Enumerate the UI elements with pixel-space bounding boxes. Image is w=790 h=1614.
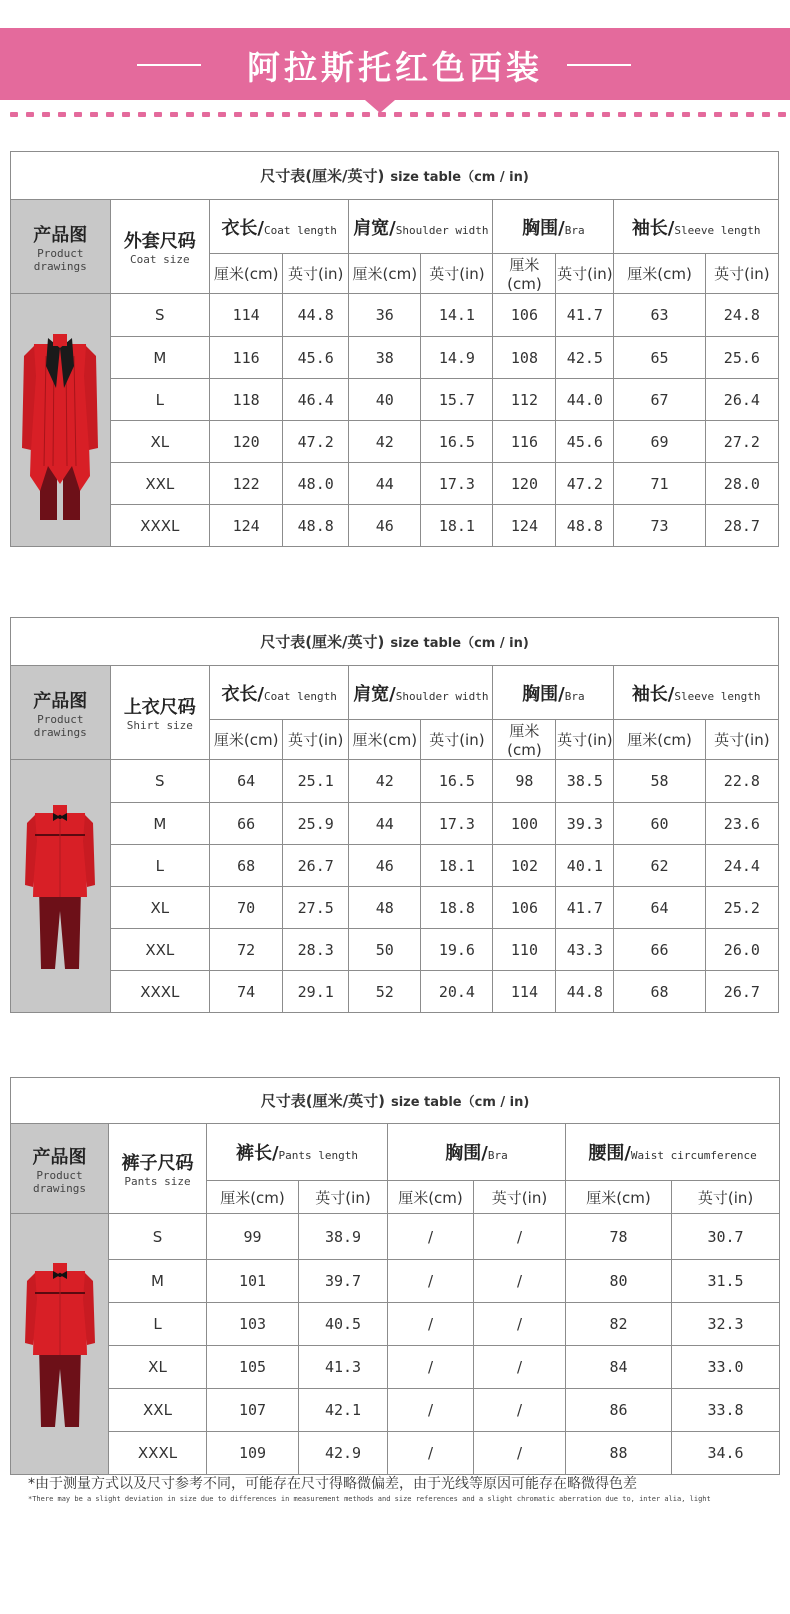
size-label: XXXL — [110, 505, 210, 547]
table-row — [11, 929, 779, 971]
unit-cm: 厘米(cm) — [207, 1181, 299, 1214]
dash-mark — [202, 112, 210, 117]
table-cell: 64 — [210, 760, 283, 803]
coat-size-table — [10, 151, 779, 547]
table-title: 尺寸表(厘米/英寸) size table（cm / in) — [11, 152, 779, 200]
table-cell: 48.8 — [283, 505, 349, 547]
unit-cm: 厘米(cm) — [614, 720, 705, 760]
unit-in: 英寸(in) — [556, 254, 614, 294]
dash-mark — [346, 112, 354, 117]
table-cell: 84 — [566, 1346, 672, 1389]
dash-mark — [554, 112, 562, 117]
dash-mark — [282, 112, 290, 117]
col-header: 衣长/Coat length — [210, 200, 349, 254]
dash-mark — [778, 112, 786, 117]
dash-mark — [682, 112, 690, 117]
dash-mark — [426, 112, 434, 117]
unit-cm: 厘米(cm) — [493, 254, 556, 294]
table-cell: 26.7 — [705, 971, 778, 1013]
dash-mark — [170, 112, 178, 117]
size-label: XL — [110, 421, 210, 463]
product-header: 产品图 Product drawings — [11, 666, 111, 760]
size-header: 上衣尺码 Shirt size — [110, 666, 210, 760]
table-cell: 44.0 — [556, 379, 614, 421]
dash-mark — [634, 112, 642, 117]
table-cell: 63 — [614, 294, 705, 337]
unit-cm: 厘米(cm) — [349, 254, 421, 294]
table-cell: 40.1 — [556, 845, 614, 887]
dash-mark — [522, 112, 530, 117]
dash-mark — [266, 112, 274, 117]
table-cell: 26.7 — [283, 845, 349, 887]
table-cell: 38.9 — [299, 1214, 388, 1260]
table-row — [11, 463, 779, 505]
table-cell: 24.4 — [705, 845, 778, 887]
table-cell: 98 — [493, 760, 556, 803]
table-cell: 30.7 — [672, 1214, 780, 1260]
unit-cm: 厘米(cm) — [493, 720, 556, 760]
table-cell: 44 — [349, 803, 421, 845]
table-cell: 48 — [349, 887, 421, 929]
col-header: 肩宽/Shoulder width — [349, 666, 493, 720]
dash-mark — [506, 112, 514, 117]
table-cell: 78 — [566, 1214, 672, 1260]
table-row — [11, 294, 779, 337]
table-cell: 116 — [493, 421, 556, 463]
table-cell: 23.6 — [705, 803, 778, 845]
unit-in: 英寸(in) — [283, 254, 349, 294]
size-label: L — [110, 379, 210, 421]
table-cell: 68 — [210, 845, 283, 887]
size-label: XXL — [110, 929, 210, 971]
table-cell: 45.6 — [283, 337, 349, 379]
table-cell: 19.6 — [421, 929, 493, 971]
table-cell: 44 — [349, 463, 421, 505]
size-label: L — [110, 845, 210, 887]
table-cell: 42 — [349, 760, 421, 803]
table-cell: / — [388, 1389, 474, 1432]
table-cell: 67 — [614, 379, 705, 421]
table-cell: 33.8 — [672, 1389, 780, 1432]
size-label: XXL — [109, 1389, 207, 1432]
unit-in: 英寸(in) — [299, 1181, 388, 1214]
table-cell: 45.6 — [556, 421, 614, 463]
dash-mark — [58, 112, 66, 117]
product-header: 产品图 Product drawings — [11, 1124, 109, 1214]
table-cell: 120 — [493, 463, 556, 505]
table-cell: 18.8 — [421, 887, 493, 929]
table-cell: 71 — [614, 463, 705, 505]
dash-mark — [474, 112, 482, 117]
table-cell: 124 — [493, 505, 556, 547]
dash-mark — [26, 112, 34, 117]
size-label: M — [109, 1260, 207, 1303]
table-cell: 69 — [614, 421, 705, 463]
unit-cm: 厘米(cm) — [566, 1181, 672, 1214]
dash-mark — [74, 112, 82, 117]
col-header: 裤长/Pants length — [207, 1124, 388, 1181]
table-cell: 65 — [614, 337, 705, 379]
table-cell: 14.1 — [421, 294, 493, 337]
dash-mark — [762, 112, 770, 117]
table-cell: 17.3 — [421, 803, 493, 845]
table-cell: / — [474, 1346, 566, 1389]
dash-mark — [714, 112, 722, 117]
dash-mark — [330, 112, 338, 117]
table-cell: 47.2 — [283, 421, 349, 463]
unit-cm: 厘米(cm) — [210, 720, 283, 760]
table-cell: 40 — [349, 379, 421, 421]
size-label: XXL — [110, 463, 210, 505]
dash-mark — [122, 112, 130, 117]
dash-mark — [90, 112, 98, 117]
table-cell: 44.8 — [556, 971, 614, 1013]
table-cell: 25.9 — [283, 803, 349, 845]
dash-mark — [442, 112, 450, 117]
size-label: S — [109, 1214, 207, 1260]
unit-in: 英寸(in) — [705, 254, 778, 294]
unit-in: 英寸(in) — [421, 254, 493, 294]
shirt-size-table — [10, 617, 779, 1013]
table-title: 尺寸表(厘米/英寸) size table（cm / in) — [11, 618, 779, 666]
unit-cm: 厘米(cm) — [388, 1181, 474, 1214]
dash-mark — [250, 112, 258, 117]
red-coat-drawing-icon — [20, 316, 100, 524]
size-header: 外套尺码 Coat size — [110, 200, 210, 294]
table-cell: 41.7 — [556, 294, 614, 337]
table-cell: 58 — [614, 760, 705, 803]
table-cell: 50 — [349, 929, 421, 971]
table-cell: 106 — [493, 887, 556, 929]
table-cell: 18.1 — [421, 505, 493, 547]
table-cell: 106 — [493, 294, 556, 337]
table-cell: 82 — [566, 1303, 672, 1346]
table-cell: 42 — [349, 421, 421, 463]
table-cell: 114 — [210, 294, 283, 337]
table-cell: 28.7 — [705, 505, 778, 547]
table-cell: 31.5 — [672, 1260, 780, 1303]
dash-mark — [186, 112, 194, 117]
table-row — [11, 379, 779, 421]
unit-in: 英寸(in) — [283, 720, 349, 760]
table-cell: 48.0 — [283, 463, 349, 505]
table-cell: 32.3 — [672, 1303, 780, 1346]
table-cell: / — [388, 1303, 474, 1346]
footnote-en: *There may be a slight deviation in size due to differences in measurement methods and size references and a slight chromatic aberration due to, inter alia, light — [28, 1495, 711, 1503]
table-cell: 80 — [566, 1260, 672, 1303]
table-cell: 66 — [614, 929, 705, 971]
col-header: 肩宽/Shoulder width — [349, 200, 493, 254]
table-cell: / — [388, 1346, 474, 1389]
table-cell: / — [388, 1432, 474, 1475]
table-cell: 47.2 — [556, 463, 614, 505]
product-image — [11, 294, 111, 547]
table-cell: 122 — [210, 463, 283, 505]
dash-mark — [570, 112, 578, 117]
table-cell: 46 — [349, 505, 421, 547]
size-label: XL — [109, 1346, 207, 1389]
table-row — [11, 1432, 780, 1475]
table-cell: 114 — [493, 971, 556, 1013]
table-cell: 88 — [566, 1432, 672, 1475]
table-cell: / — [388, 1214, 474, 1260]
table-cell: 107 — [207, 1389, 299, 1432]
table-row — [11, 337, 779, 379]
size-label: L — [109, 1303, 207, 1346]
table-cell: 101 — [207, 1260, 299, 1303]
table-cell: 38.5 — [556, 760, 614, 803]
dash-mark — [314, 112, 322, 117]
table-cell: 60 — [614, 803, 705, 845]
table-cell: 112 — [493, 379, 556, 421]
dash-mark — [746, 112, 754, 117]
page-title: 阿拉斯托红色西装 — [247, 48, 543, 87]
table-cell: 42.5 — [556, 337, 614, 379]
table-cell: 46.4 — [283, 379, 349, 421]
table-row — [11, 760, 779, 803]
table-cell: 36 — [349, 294, 421, 337]
table-cell: 48.8 — [556, 505, 614, 547]
dash-mark — [138, 112, 146, 117]
table-cell: 103 — [207, 1303, 299, 1346]
dash-mark — [10, 112, 18, 117]
size-label: XXXL — [109, 1432, 207, 1475]
unit-in: 英寸(in) — [556, 720, 614, 760]
decorative-dash-border — [0, 112, 790, 124]
dash-mark — [378, 112, 386, 117]
table-cell: / — [474, 1260, 566, 1303]
table-cell: 70 — [210, 887, 283, 929]
size-label: S — [110, 760, 210, 803]
table-cell: / — [474, 1214, 566, 1260]
size-label: XXXL — [110, 971, 210, 1013]
unit-cm: 厘米(cm) — [614, 254, 705, 294]
pants-size-table — [10, 1077, 780, 1475]
table-row — [11, 1303, 780, 1346]
table-cell: / — [474, 1303, 566, 1346]
table-cell: 42.1 — [299, 1389, 388, 1432]
unit-in: 英寸(in) — [705, 720, 778, 760]
table-cell: 66 — [210, 803, 283, 845]
table-cell: 28.0 — [705, 463, 778, 505]
table-row — [11, 1389, 780, 1432]
size-label: S — [110, 294, 210, 337]
table-cell: 73 — [614, 505, 705, 547]
table-cell: 120 — [210, 421, 283, 463]
dash-mark — [666, 112, 674, 117]
dash-mark — [106, 112, 114, 117]
table-cell: 28.3 — [283, 929, 349, 971]
table-cell: 25.2 — [705, 887, 778, 929]
table-row — [11, 421, 779, 463]
table-cell: 105 — [207, 1346, 299, 1389]
table-cell: 72 — [210, 929, 283, 971]
table-row — [11, 505, 779, 547]
table-cell: 29.1 — [283, 971, 349, 1013]
table-cell: 41.7 — [556, 887, 614, 929]
table-row — [11, 845, 779, 887]
table-cell: 14.9 — [421, 337, 493, 379]
dash-mark — [698, 112, 706, 117]
table-cell: 22.8 — [705, 760, 778, 803]
dash-mark — [362, 112, 370, 117]
table-cell: 26.4 — [705, 379, 778, 421]
table-cell: / — [388, 1260, 474, 1303]
table-row — [11, 887, 779, 929]
table-cell: 109 — [207, 1432, 299, 1475]
red-shirt-drawing-icon — [25, 1259, 95, 1429]
table-title: 尺寸表(厘米/英寸) size table（cm / in) — [11, 1078, 780, 1124]
dash-mark — [218, 112, 226, 117]
red-shirt-drawing-icon — [25, 801, 95, 971]
unit-in: 英寸(in) — [421, 720, 493, 760]
table-cell: 25.1 — [283, 760, 349, 803]
table-cell: 34.6 — [672, 1432, 780, 1475]
table-cell: 46 — [349, 845, 421, 887]
table-cell: 124 — [210, 505, 283, 547]
product-header: 产品图 Product drawings — [11, 200, 111, 294]
table-cell: 68 — [614, 971, 705, 1013]
table-cell: 99 — [207, 1214, 299, 1260]
unit-cm: 厘米(cm) — [349, 720, 421, 760]
table-row — [11, 1260, 780, 1303]
col-header: 腰围/Waist circumference — [566, 1124, 780, 1181]
unit-in: 英寸(in) — [672, 1181, 780, 1214]
table-cell: 64 — [614, 887, 705, 929]
table-cell: 16.5 — [421, 760, 493, 803]
table-cell: 43.3 — [556, 929, 614, 971]
dash-mark — [298, 112, 306, 117]
header-banner — [0, 28, 790, 100]
table-cell: 74 — [210, 971, 283, 1013]
size-label: M — [110, 803, 210, 845]
size-label: M — [110, 337, 210, 379]
table-cell: 24.8 — [705, 294, 778, 337]
footnote-cn: *由于测量方式以及尺寸参考不同，可能存在尺寸得略微偏差，由于光线等原因可能存在略微得色差 — [28, 1476, 637, 1492]
table-cell: 25.6 — [705, 337, 778, 379]
table-cell: 15.7 — [421, 379, 493, 421]
table-row — [11, 1346, 780, 1389]
table-cell: 18.1 — [421, 845, 493, 887]
table-cell: 108 — [493, 337, 556, 379]
dash-mark — [602, 112, 610, 117]
table-cell: 33.0 — [672, 1346, 780, 1389]
table-cell: 39.7 — [299, 1260, 388, 1303]
dash-mark — [538, 112, 546, 117]
dash-mark — [490, 112, 498, 117]
dash-mark — [458, 112, 466, 117]
table-cell: 102 — [493, 845, 556, 887]
table-cell: 17.3 — [421, 463, 493, 505]
unit-cm: 厘米(cm) — [210, 254, 283, 294]
dash-mark — [154, 112, 162, 117]
banner-right-line — [567, 64, 631, 66]
dash-mark — [730, 112, 738, 117]
table-cell: 42.9 — [299, 1432, 388, 1475]
table-cell: 41.3 — [299, 1346, 388, 1389]
unit-in: 英寸(in) — [474, 1181, 566, 1214]
col-header: 胸围/Bra — [388, 1124, 566, 1181]
table-row — [11, 1214, 780, 1260]
table-row — [11, 803, 779, 845]
dash-mark — [234, 112, 242, 117]
table-cell: 62 — [614, 845, 705, 887]
product-image — [11, 760, 111, 1013]
size-header: 裤子尺码 Pants size — [109, 1124, 207, 1214]
col-header: 胸围/Bra — [493, 200, 614, 254]
dash-mark — [394, 112, 402, 117]
table-cell: / — [474, 1389, 566, 1432]
table-cell: 39.3 — [556, 803, 614, 845]
table-cell: 38 — [349, 337, 421, 379]
col-header: 衣长/Coat length — [210, 666, 349, 720]
table-cell: 16.5 — [421, 421, 493, 463]
size-label: XL — [110, 887, 210, 929]
table-cell: 27.2 — [705, 421, 778, 463]
table-cell: 26.0 — [705, 929, 778, 971]
dash-mark — [410, 112, 418, 117]
table-cell: 20.4 — [421, 971, 493, 1013]
col-header: 袖长/Sleeve length — [614, 200, 779, 254]
table-cell: 52 — [349, 971, 421, 1013]
table-cell: 86 — [566, 1389, 672, 1432]
col-header: 袖长/Sleeve length — [614, 666, 779, 720]
table-cell: 116 — [210, 337, 283, 379]
product-image — [11, 1214, 109, 1475]
col-header: 胸围/Bra — [493, 666, 614, 720]
dash-mark — [586, 112, 594, 117]
table-cell: 110 — [493, 929, 556, 971]
table-row — [11, 971, 779, 1013]
dash-mark — [650, 112, 658, 117]
dash-mark — [618, 112, 626, 117]
table-cell: 44.8 — [283, 294, 349, 337]
table-cell: 118 — [210, 379, 283, 421]
dash-mark — [42, 112, 50, 117]
table-cell: / — [474, 1432, 566, 1475]
table-cell: 27.5 — [283, 887, 349, 929]
table-cell: 100 — [493, 803, 556, 845]
table-cell: 40.5 — [299, 1303, 388, 1346]
